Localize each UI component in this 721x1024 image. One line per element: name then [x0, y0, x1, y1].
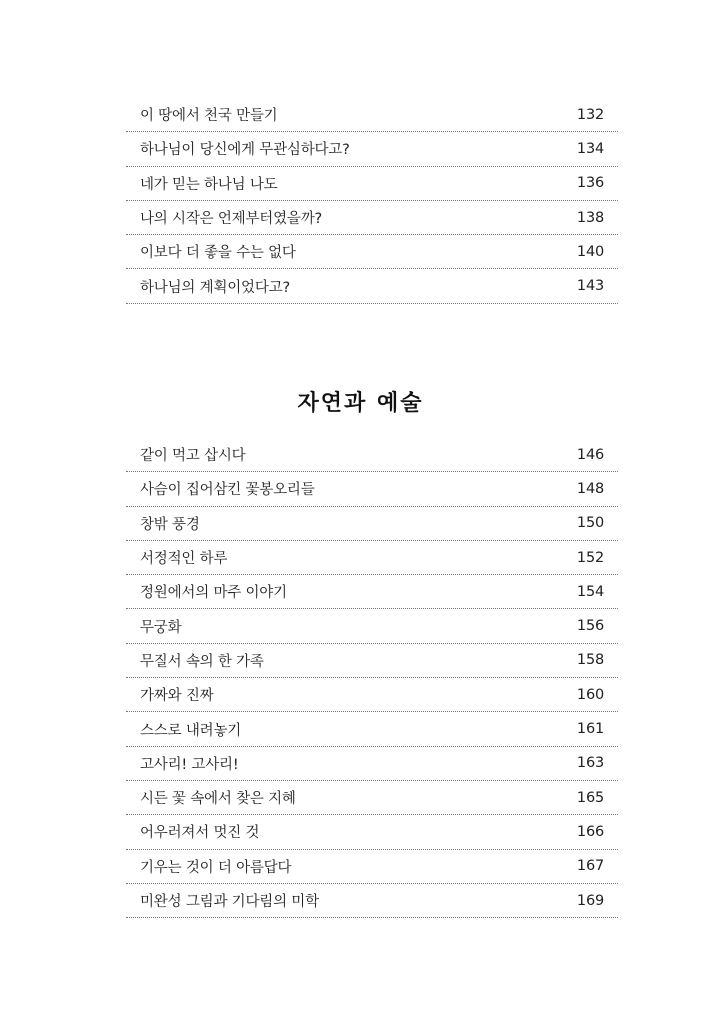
toc-entry-page: 156: [576, 618, 604, 635]
toc-entry-page: 146: [576, 446, 604, 463]
toc-entry-page: 158: [576, 652, 604, 669]
toc-entry-page: 165: [576, 789, 604, 806]
toc-entry-page: 132: [576, 106, 604, 123]
toc-entry-page: 148: [576, 480, 604, 497]
toc-entry-page: 161: [576, 721, 604, 738]
toc-entry-title: 이 땅에서 천국 만들기: [140, 108, 278, 125]
toc-entry[interactable]: [126, 781, 618, 815]
toc-entry-title: 이보다 더 좋을 수는 없다: [140, 245, 296, 262]
toc-entry[interactable]: [126, 609, 618, 643]
toc-entry-title: 나의 시작은 언제부터였을까?: [140, 211, 322, 228]
toc-entry-page: 154: [576, 583, 604, 600]
toc-entry-page: 163: [576, 755, 604, 772]
toc-entry-title: 미완성 그림과 기다림의 미학: [140, 894, 319, 910]
toc-entry[interactable]: [126, 438, 618, 472]
toc-entry[interactable]: [126, 269, 618, 303]
toc-entry[interactable]: [126, 132, 618, 166]
toc-entry-title: 사슴이 집어삼킨 꽃봉오리들: [140, 482, 315, 499]
toc-entry[interactable]: [126, 678, 618, 712]
toc-entry[interactable]: [126, 472, 618, 506]
toc-list-part1: [126, 98, 618, 304]
toc-entry-title: 가짜와 진짜: [140, 688, 214, 705]
toc-entry[interactable]: [126, 712, 618, 746]
toc-entry-title: 기우는 것이 더 아름답다: [140, 859, 292, 876]
toc-entry-title: 스스로 내려놓기: [140, 722, 242, 739]
toc-entry-title: 시든 꽃 속에서 찾은 지혜: [140, 791, 296, 808]
toc-entry[interactable]: [126, 507, 618, 541]
toc-entry-title: 어우러져서 멋진 것: [140, 825, 260, 842]
toc-entry[interactable]: [126, 201, 618, 235]
toc-entry-title: 무궁화: [140, 619, 182, 636]
toc-entry-title: 같이 먹고 삽시다: [140, 448, 246, 465]
toc-entry[interactable]: [126, 98, 618, 132]
toc-entry-page: 138: [576, 209, 604, 226]
toc-entry-title: 무질서 속의 한 가족: [140, 653, 264, 670]
toc-entry-page: 136: [576, 175, 604, 192]
toc-entry-page: 143: [576, 278, 604, 295]
section-heading: 자연과 예술: [297, 391, 424, 416]
toc-entry-page: 140: [576, 243, 604, 260]
toc-entry-page: 160: [576, 686, 604, 703]
toc-entry-page: 150: [576, 515, 604, 532]
toc-entry[interactable]: [126, 884, 618, 918]
toc-list-part2: [126, 438, 618, 918]
toc-entry-title: 네가 믿는 하나님 나도: [140, 176, 278, 193]
toc-entry-title: 하나님의 계획이었다고?: [140, 279, 290, 296]
toc-entry-page: 169: [576, 892, 604, 909]
toc-entry-page: 134: [576, 140, 604, 157]
toc-entry[interactable]: [126, 850, 618, 884]
toc-entry[interactable]: [126, 815, 618, 849]
toc-entry-title: 서정적인 하루: [140, 551, 228, 568]
toc-entry-title: 하나님이 당신에게 무관심하다고?: [140, 142, 350, 159]
toc-entry-title: 고사리! 고사리!: [140, 756, 239, 773]
toc-entry[interactable]: [126, 541, 618, 575]
toc-entry[interactable]: [126, 235, 618, 269]
toc-entry-title: 창밖 풍경: [140, 516, 200, 533]
toc-entry-title: 정원에서의 마주 이야기: [140, 585, 287, 602]
toc-entry-page: 152: [576, 549, 604, 566]
toc-entry-page: 166: [576, 823, 604, 840]
toc-entry[interactable]: [126, 575, 618, 609]
toc-entry[interactable]: [126, 167, 618, 201]
toc-entry[interactable]: [126, 747, 618, 781]
toc-entry-page: 167: [576, 858, 604, 875]
toc-entry[interactable]: [126, 644, 618, 678]
